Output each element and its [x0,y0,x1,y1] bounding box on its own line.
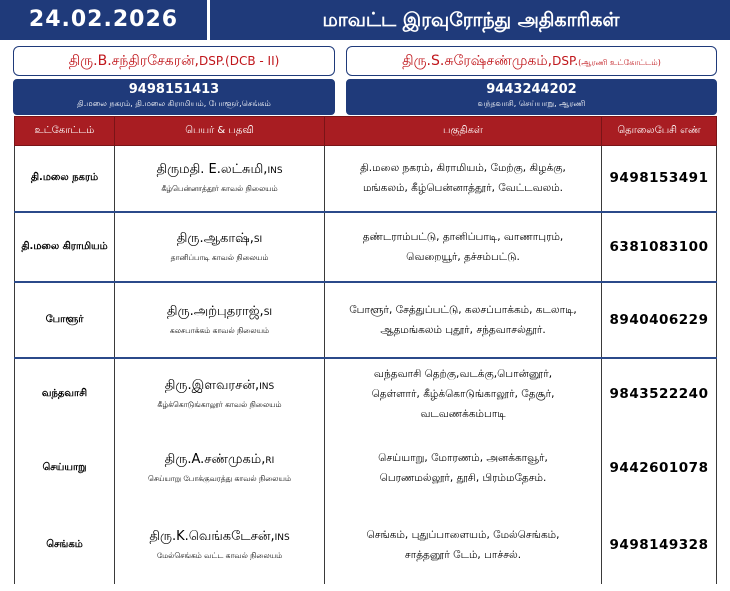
dsp-officer-1-areas: தி.மலை நகரம், தி.மலை கிராமியம், போளூர்,செங்கம் [77,99,271,108]
row-phone: 8940406229 [602,282,717,358]
page-title: மாவட்ட இரவுரோந்து அதிகாரிகள் [322,9,620,31]
row-officer-name: திருமதி. E.லட்சுமி, [156,162,268,178]
header-bar [0,0,730,40]
col-header-subdivision: உட்கோட்டம் [15,117,115,146]
row-phone: 9843522240 [602,358,717,430]
table-row [15,146,717,212]
row-areas [325,506,602,584]
col-header-areas: பகுதிகள் [325,117,602,146]
row-areas-line: வடவணக்கம்பாடி [420,408,506,420]
row-areas [325,358,602,430]
row-officer [115,430,325,506]
dsp-officer-1-contact [13,79,335,115]
row-subdivision: போளூர் [15,282,115,358]
row-subdivision: செய்யாறு [15,430,115,506]
row-areas [325,146,602,212]
row-officer-name: திரு.K.வெங்கடேசன், [149,528,275,544]
row-officer-role: RI [265,455,275,466]
row-phone: 9442601078 [602,430,717,506]
row-subdivision: வந்தவாசி [15,358,115,430]
row-areas-line: ஆதமங்கலம் புதூர், சந்தவாசல்தூர். [380,323,546,336]
header-divider [207,0,210,40]
row-areas-line: வந்தவாசி தெற்கு,வடக்கு,பொன்னூர், [373,368,553,380]
row-areas-line: தி.மலை நகரம், கிராமியம், மேற்கு, கிழக்கு, [360,162,566,175]
dsp-officer-1-unit: (DCB - II) [225,54,280,68]
row-areas-line: பெரணமல்லூர், தூசி, பிரம்மதேசம். [379,471,547,484]
patrol-officers-table [14,116,717,584]
row-officer-role: INS [259,382,275,392]
row-areas-line: தெள்ளார், கீழ்க்கொடுங்காலூர், தேசூர், [371,388,555,400]
row-officer-station: கீழ்க்கொடுங்காலூர் காவல் நிலையம் [157,400,282,409]
row-areas-line: போளூர், சேத்துப்பட்டு, கலசப்பாக்கம், கடலாடி, [349,303,577,316]
table-row [15,430,717,506]
dsp-officer-2 [346,46,717,76]
row-subdivision: தி.மலை நகரம் [15,146,115,212]
row-areas-line: செய்யாறு, மோரணம், அனக்காவூர், [378,451,548,464]
row-officer-station: மேல்செங்கம் வட்ட காவல் நிலையம் [156,550,283,560]
row-officer [115,212,325,282]
row-subdivision: தி.மலை கிராமியம் [15,212,115,282]
row-areas [325,282,602,358]
table-row [15,506,717,584]
row-officer-name: திரு.இளவரசன், [164,378,260,393]
dsp-officer-1-designation: DSP. [198,54,226,68]
row-areas-line: மங்கலம், கீழ்பென்னாத்தூர், வேட்டவலம். [362,182,564,195]
row-phone: 6381083100 [602,212,717,282]
row-areas [325,212,602,282]
dsp-officer-1 [13,46,335,76]
row-officer-station: கீழ்பென்னாத்தூர் காவல் நிலையம் [161,184,278,194]
row-officer-station: கலசபாக்கம் காவல் நிலையம் [169,325,270,335]
row-officer [115,506,325,584]
row-officer-role: INS [274,532,290,543]
row-areas-line: செங்கம், புதுப்பாளையம், மேல்செங்கம், [366,528,560,541]
row-areas-line: வெறையூர், தச்சம்பட்டு. [406,250,520,263]
dsp-officer-2-phone: 9443244202 [486,82,577,97]
table-row [15,212,717,282]
row-officer-name: திரு.ஆகாஷ், [176,230,254,246]
dsp-officer-1-name: திரு.B.சந்திரசேகரன், [68,53,199,69]
row-officer [115,146,325,212]
row-areas-line: சாத்தனூர் டேம், பாச்சல். [404,548,522,561]
row-officer [115,358,325,430]
report-date: 24.02.2026 [28,7,179,32]
dsp-officer-2-designation: DSP. [552,54,579,68]
row-officer-station: செய்யாறு போக்குவரத்து காவல் நிலையம் [148,473,291,483]
table-header-row [15,117,717,146]
dsp-officer-2-name: திரு.S.சுரேஷ்சண்முகம், [402,53,553,69]
table-row [15,282,717,358]
row-officer-role: INS [267,166,283,177]
table-row [15,358,717,430]
dsp-officer-2-contact [346,79,717,115]
row-phone: 9498149328 [602,506,717,584]
col-header-name: பெயர் & பதவி [115,117,325,146]
col-header-phone: தொலைபேசி எண் [602,117,717,146]
dsp-officer-2-unit: (ஆரணி உட்கோட்டம்) [578,58,661,67]
row-areas [325,430,602,506]
row-officer-name: திரு.அற்புதராஜ், [166,303,264,319]
row-officer-station: தானிப்பாடி காவல் நிலையம் [170,252,269,262]
row-phone: 9498153491 [602,146,717,212]
dsp-officer-1-phone: 9498151413 [128,82,220,97]
dsp-officer-2-areas: வந்தவாசி, செய்யாறு, ஆரணி [477,99,586,108]
row-subdivision: செங்கம் [15,506,115,584]
row-officer-role: SI [253,234,263,245]
row-officer-name: திரு.A.சண்முகம், [164,451,266,467]
row-officer-role: SI [263,307,273,318]
row-officer [115,282,325,358]
row-areas-line: தண்டராம்பட்டு, தானிப்பாடி, வாணாபுரம், [362,230,564,243]
